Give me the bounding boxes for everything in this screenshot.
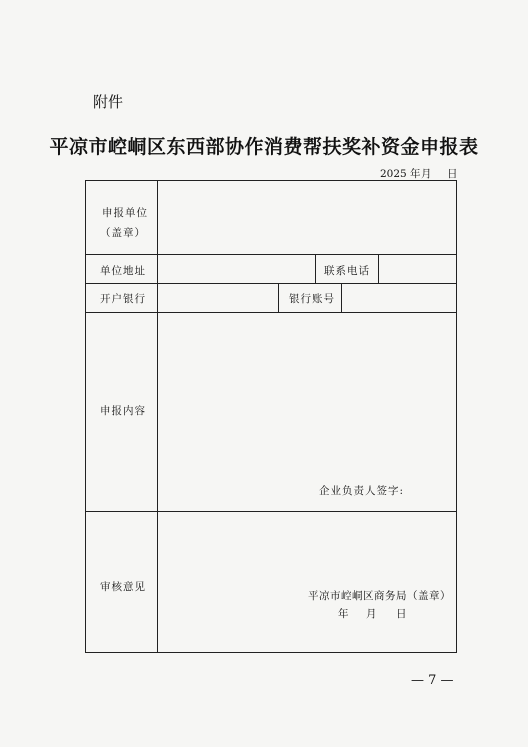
- row-divider: [86, 511, 456, 512]
- attachment-label: 附件: [93, 93, 124, 111]
- account-label-left-divider: [278, 283, 279, 312]
- label-column-divider: [157, 181, 158, 652]
- review-day-label: 日: [396, 608, 408, 620]
- review-month-label: 月: [366, 608, 378, 620]
- form-title: 平凉市崆峒区东西部协作消费帮扶奖补资金申报表: [49, 136, 479, 158]
- application-form-table: [85, 180, 457, 653]
- phone-label-left-divider: [315, 254, 316, 283]
- applicant-unit-label: 申报单位: [102, 207, 148, 219]
- unit-address-label: 单位地址: [100, 265, 146, 277]
- row-divider: [86, 283, 456, 284]
- date-month: 月: [421, 168, 432, 180]
- bank-label: 开户银行: [100, 293, 146, 305]
- review-authority-label: 平凉市崆峒区商务局（盖章）: [308, 590, 451, 602]
- account-label-right-divider: [341, 283, 342, 312]
- review-opinion-label: 审核意见: [100, 581, 146, 593]
- review-year-label: 年: [338, 608, 350, 620]
- seal-note-label: （盖章）: [100, 227, 146, 239]
- account-number-label: 银行账号: [289, 293, 335, 305]
- signature-label: 企业负责人签字:: [319, 485, 405, 497]
- date-year: 2025 年: [380, 168, 421, 180]
- row-divider: [86, 254, 456, 255]
- page-number: — 7 —: [411, 673, 454, 688]
- contact-phone-label: 联系电话: [324, 265, 370, 277]
- date-day: 日: [447, 168, 458, 180]
- phone-label-right-divider: [378, 254, 379, 283]
- row-divider: [86, 312, 456, 313]
- application-content-label: 申报内容: [100, 405, 146, 417]
